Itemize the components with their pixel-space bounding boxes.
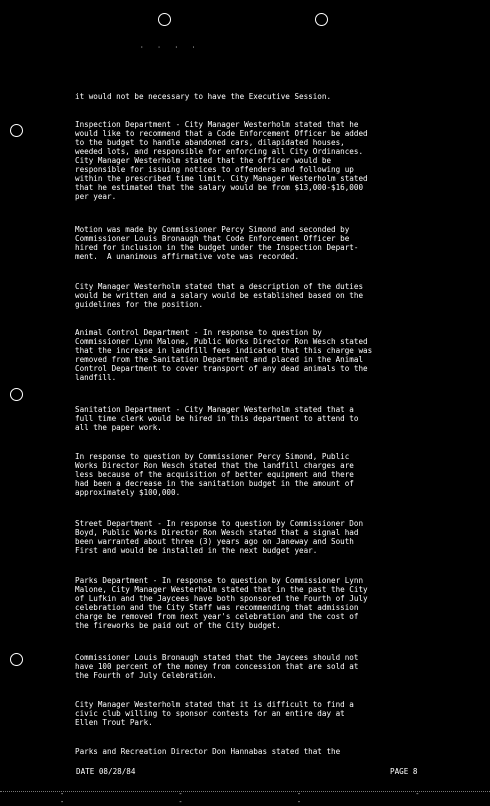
punch-hole-icon bbox=[10, 124, 23, 137]
paragraph: Motion was made by Commissioner Percy Simond and seconded by Commissioner Louis Bronaugh that Code Enforcement Officer be hired for inclusion in the budget under the Inspection Depart- ment. A unanimous affirmative vote was recorded. bbox=[75, 225, 359, 261]
footer-date: DATE 08/28/84 bbox=[76, 767, 136, 776]
paragraph: City Manager Westerholm stated that it is difficult to find a civic club willing to sponsor contests for an entire day at Ellen Trout Park. bbox=[75, 700, 354, 727]
punch-hole-icon bbox=[10, 388, 23, 401]
footer-page-number: PAGE 8 bbox=[390, 767, 418, 776]
punch-hole-icon bbox=[315, 13, 328, 26]
paragraph: Sanitation Department - City Manager Westerholm stated that a full time clerk would be hired in this department to attend to all the paper work. bbox=[75, 405, 359, 432]
punch-hole-icon bbox=[10, 653, 23, 666]
paragraph: Commissioner Louis Bronaugh stated that the Jaycees should not have 100 percent of the money from concession that are sold at the Fourth of July Celebration. bbox=[75, 653, 359, 680]
scan-noise: · · · · bbox=[140, 44, 201, 51]
paragraph: Parks Department - In response to question by Commissioner Lynn Malone, City Manager Westerholm stated that in the past the City of Lufkin and the Jaycees have both sponsored the Fourth of July celebration and the City Staff was recommending that admission charge be removed from next year's celebration and the cost of the fireworks be paid out of the City budget. bbox=[75, 576, 368, 630]
paragraph: it would not be necessary to have the Executive Session. bbox=[75, 92, 332, 101]
paragraph: Inspection Department - City Manager Westerholm stated that he would like to recommend that a Code Enforcement Officer be added to the budget to handle abandoned cars, dilapidated houses, weeded lots, and responsible for enforcing all City Ordinances. City Manager Westerholm stated that the officer would be responsible for issuing notices to offenders and following up within the prescribed time limit. City Manager Westerholm stated that he estimated that the salary would be from $13,000-$16,000 per year. bbox=[75, 120, 368, 201]
paragraph: In response to question by Commissioner Percy Simond, Public Works Director Ron Wesch stated that the landfill charges are less because of the acquisition of better equipment and there had been a decrease in the sanitation budget in the amount of approximately $100,000. bbox=[75, 452, 354, 497]
scan-noise: - - - - - - - bbox=[60, 790, 475, 806]
paragraph: Parks and Recreation Director Don Hannabas stated that the bbox=[75, 747, 341, 756]
paragraph: Animal Control Department - In response to question by Commissioner Lynn Malone, Public Works Director Ron Wesch stated that the increase in landfill fees indicated that this charge was removed from the Sanitation Department and placed in the Animal Control Department to cover transport of any dead animals to the landfill. bbox=[75, 328, 373, 382]
paragraph: City Manager Westerholm stated that a description of the duties would be written and a salary would be established based on the guidelines for the position. bbox=[75, 282, 364, 309]
punch-hole-icon bbox=[158, 13, 171, 26]
paragraph: Street Department - In response to question by Commissioner Don Boyd, Public Works Director Ron Wesch stated that a signal had been warranted about three (3) years ago on Janeway and South First and would be installed in the next budget year. bbox=[75, 519, 364, 555]
